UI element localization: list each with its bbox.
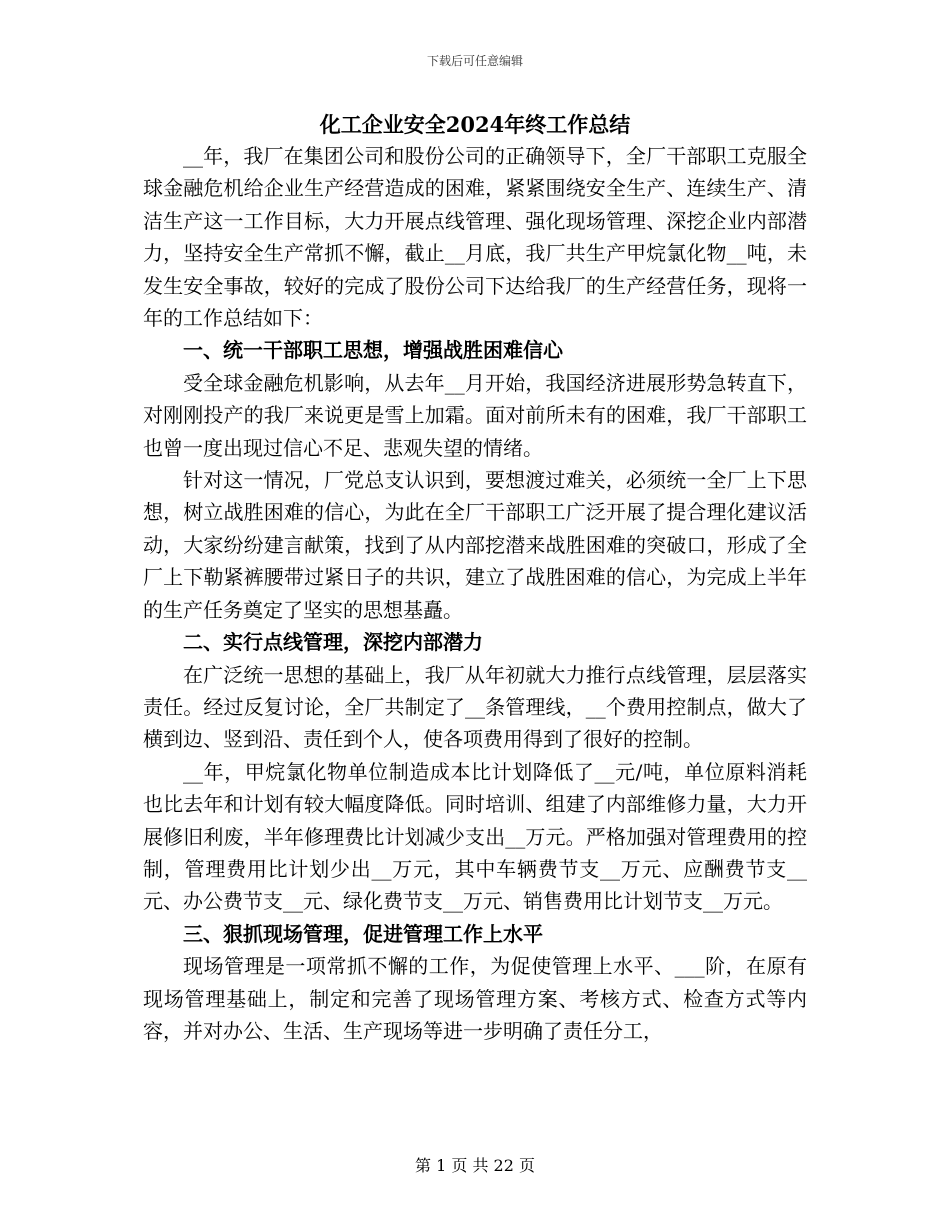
section-1-paragraph-1: 受全球金融危机影响，从去年__月开始，我国经济进展形势急转直下，对刚刚投产的我厂来说更是雪上加霜。面对前所未有的困难，我厂干部职工也曾一度出现过信心不足、悲观失望的情绪。: [143, 370, 807, 460]
intro-paragraph: __年，我厂在集团公司和股份公司的正确领导下，全厂干部职工克服全球金融危机给企业生产经营造成的困难，紧紧围绕安全生产、连续生产、清洁生产这一工作目标，大力开展点线管理、强化现场管理、深挖企业内部潜力，坚持安全生产常抓不懈，截止__月底，我厂共生产甲烷氯化物__吨，未发生安全事故，较好的完成了股份公司下达给我厂的生产经营任务，现将一年的工作总结如下：: [143, 144, 807, 331]
section-2-paragraph-2: __年，甲烷氯化物单位制造成本比计划降低了__元/吨，单位原料消耗也比去年和计划有较大幅度降低。同时培训、组建了内部维修力量，大力开展修旧利废，半年修理费比计划减少支出__万元。严格加强对管理费用的控制，管理费用比计划少出__万元，其中车辆费节支__万元、应酬费节支__元、办公费节支__元、绿化费节支__万元、销售费用比计划节支__万元。: [143, 759, 807, 914]
section-2-paragraph-1: 在广泛统一思想的基础上，我厂从年初就大力推行点线管理，层层落实责任。经过反复讨论，全厂共制定了__条管理线，__个费用控制点，做大了横到边、竖到沿、责任到个人，使各项费用得到了很好的控制。: [143, 662, 807, 752]
document-body: [143, 140, 807, 1047]
section-1-paragraph-2: 针对这一情况，厂党总支认识到，要想渡过难关，必须统一全厂上下思想，树立战胜困难的信心，为此在全厂干部职工广泛开展了提合理化建议活动，大家纷纷建言献策，找到了从内部挖潜来战胜困难的突破口，形成了全厂上下勒紧裤腰带过紧日子的共识，建立了战胜困难的信心，为完成上半年的生产任务奠定了坚实的思想基矗。: [143, 468, 807, 622]
section-heading-2: 二、实行点线管理，深挖内部潜力: [183, 630, 483, 655]
section-heading-1: 一、统一干部职工思想，增强战胜困难信心: [183, 338, 563, 363]
section-heading-3: 三、狠抓现场管理，促进管理工作上水平: [183, 921, 543, 946]
document-title: 化工企业安全2024年终工作总结: [319, 112, 631, 137]
page-number: 第 1 页 共 22 页: [415, 1156, 535, 1175]
section-3-paragraph-1: 现场管理是一项常抓不懈的工作，为促使管理上水平、___阶，在原有现场管理基础上，制定和完善了现场管理方案、考核方式、检查方式等内容，并对办公、生活、生产现场等进一步明确了责任分工，: [143, 954, 807, 1043]
header-note: 下载后可任意编辑: [426, 54, 523, 68]
